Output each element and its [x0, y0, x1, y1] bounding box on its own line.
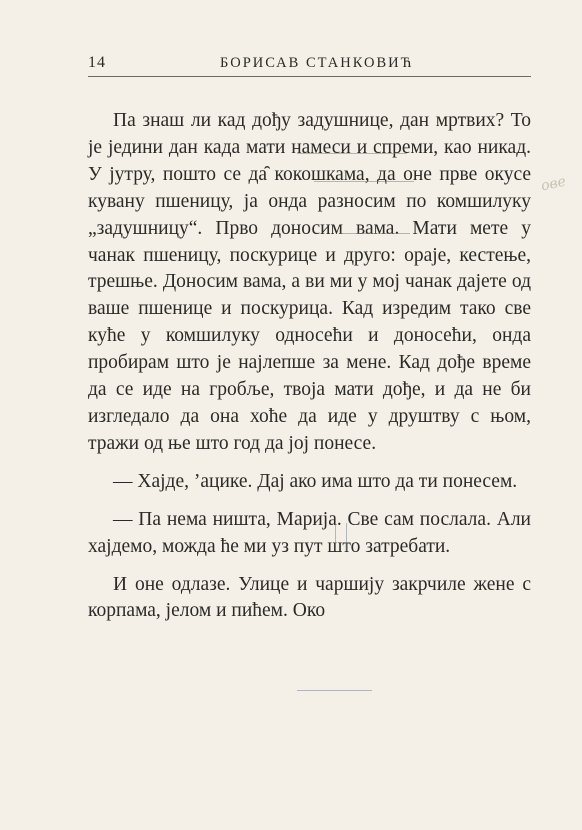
pencil-underline [297, 690, 372, 691]
page-header [88, 54, 531, 76]
paragraph-1: Па знаш ли кад дођу задушнице, дан мртвих? То је једини дан када мати намеси и спреми, као никад. У јутру, пошто се да̑ кокошкама, да оне прве окусе кувану пшеницу, ја онда разносим по комшилуку „задушницу“. Прво доносим вама. Мати мете у чанак пшеницу, поскурице и друго: ораје, кестење, трешње. Доносим вама, а ви ми у мој чанак дајете од ваше пшенице и поскурица. Кад изредим тако све куће у комшилуку односећи и доносећи, онда пробирам што је најлепше за мене. Кад дође време да се иде на гробље, твоја мати дође, и да не би изгледало да она хоће да иде у друштву с њом, тражи од ње што год да јој понесе. [88, 110, 531, 454]
body-text [88, 108, 531, 636]
paragraph-2: — Хајде, ’ацике. Дај ако има што да ти понесем. [113, 470, 518, 492]
paragraph-4: И оне одлазе. Улице и чаршију закрчиле жене с корпама, јелом и пићем. Око [88, 573, 531, 622]
header-rule [88, 76, 531, 77]
paragraph-3: — Па нема ништа, Марија. Све сам послала. Али хајдемо, можда ће ми уз пут што затребати. [88, 508, 531, 557]
running-head: БОРИСАВ СТАНКОВИЋ [220, 55, 414, 71]
page-number: 14 [88, 54, 106, 71]
margin-note: ове [539, 173, 568, 195]
